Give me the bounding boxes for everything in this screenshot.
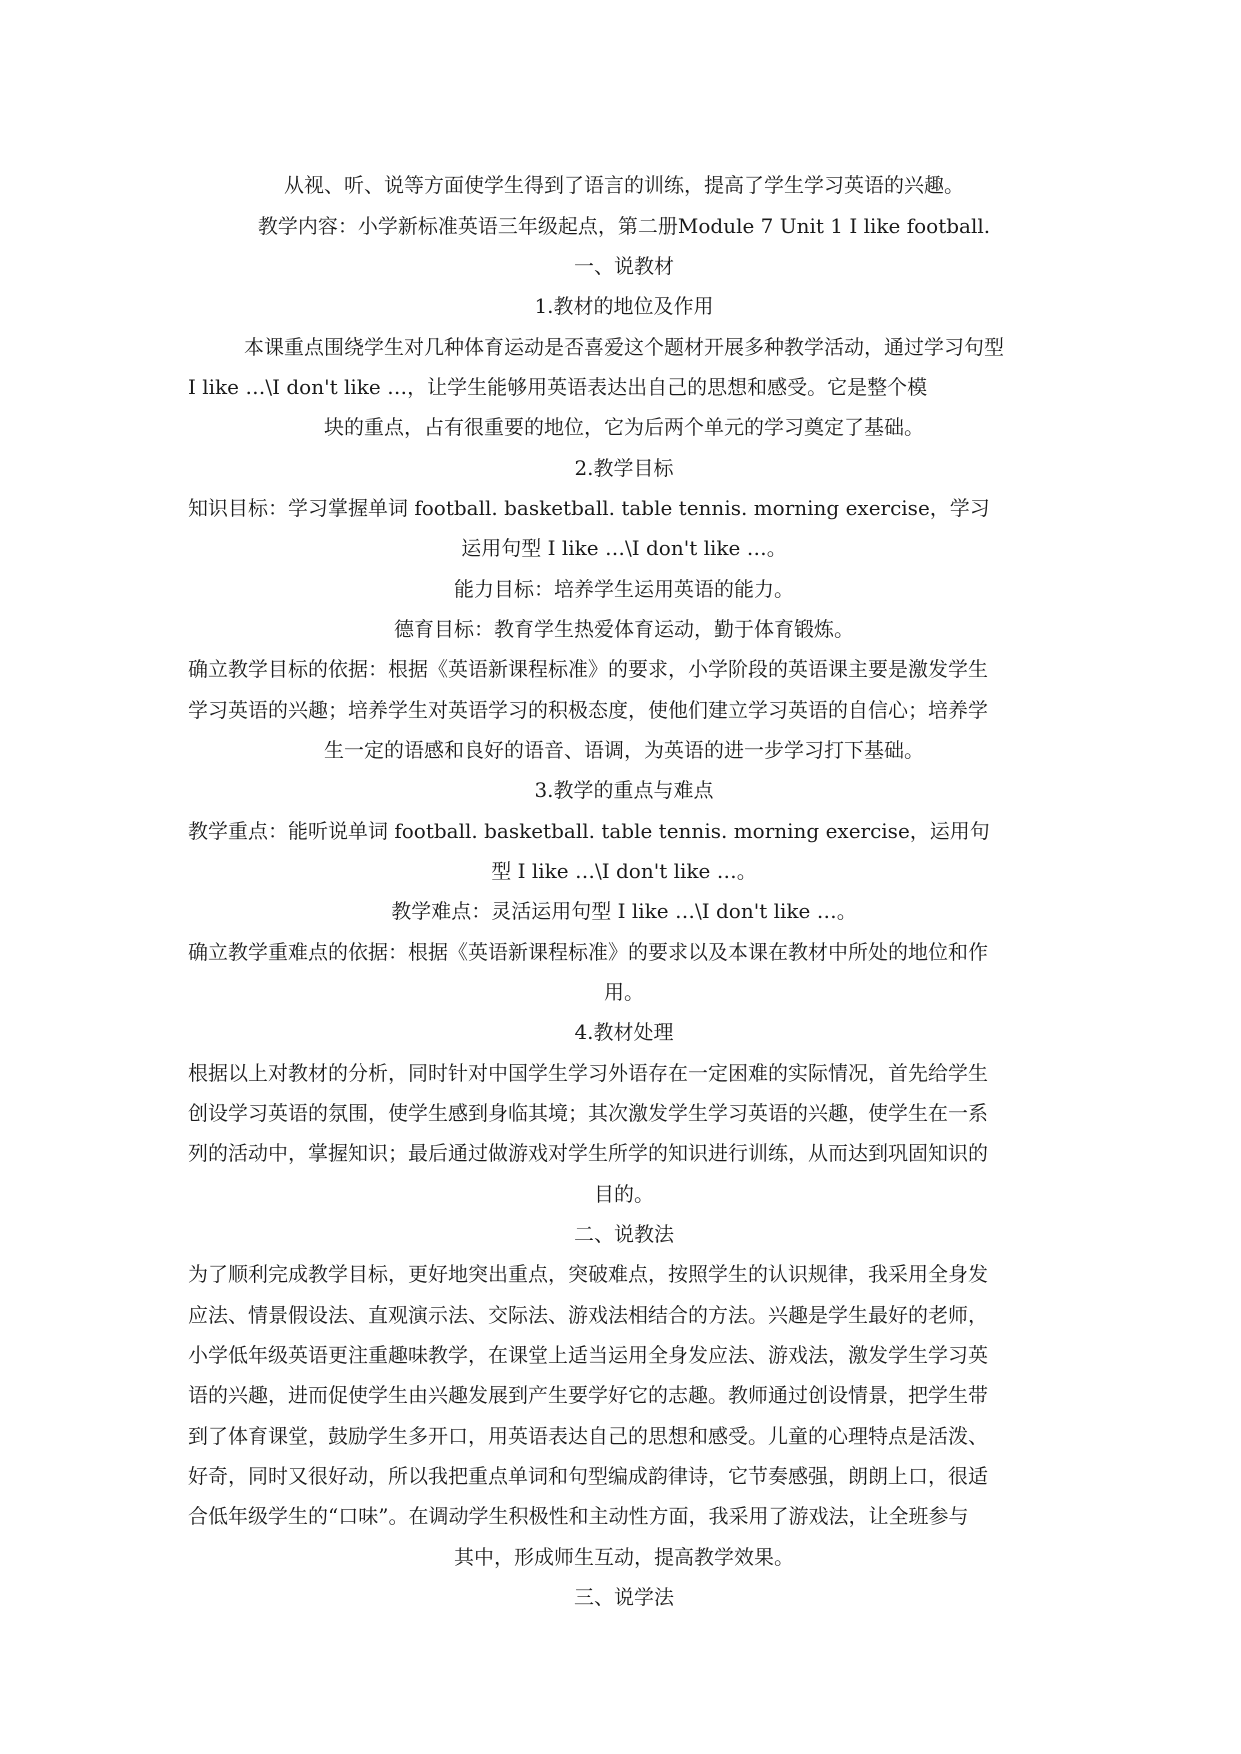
text-line: 4.教材处理 (574, 1020, 674, 1044)
text-line: 三、说学法 (574, 1585, 674, 1609)
text-line: 德育目标：教育学生热爱体育运动，勤于体育锻炼。 (394, 617, 854, 641)
text-line: 3.教学的重点与难点 (534, 778, 714, 802)
text-line: I like …\I don't like …，让学生能够用英语表达出自己的思想和感受。它是整个模 (188, 375, 928, 399)
text-line: 为了顺利完成教学目标，更好地突出重点，突破难点，按照学生的认识规律，我采用全身发 (188, 1262, 988, 1286)
text-line: 用。 (604, 980, 644, 1004)
text-line: 应法、情景假设法、直观演示法、交际法、游戏法相结合的方法。兴趣是学生最好的老师， (188, 1303, 988, 1327)
text-line: 从视、听、说等方面使学生得到了语言的训练，提高了学生学习英语的兴趣。 (284, 173, 964, 197)
text-line: 教学难点：灵活运用句型 I like …\I don't like …。 (391, 899, 857, 923)
text-line: 教学内容：小学新标准英语三年级起点，第二册Module 7 Unit 1 I like football. (257, 214, 991, 238)
text-line: 好奇，同时又很好动，所以我把重点单词和句型编成韵律诗，它节奏感强，朗朗上口，很适 (188, 1464, 988, 1488)
text-line: 知识目标：学习掌握单词 football. basketball. table tennis. morning exercise，学习 (188, 496, 990, 520)
document-page (188, 165, 1060, 1617)
text-line: 块的重点，占有很重要的地位，它为后两个单元的学习奠定了基础。 (324, 415, 924, 439)
text-line: 学习英语的兴趣；培养学生对英语学习的积极态度，使他们建立学习英语的自信心；培养学 (188, 698, 988, 722)
text-line: 教学重点：能听说单词 football. basketball. table tennis. morning exercise，运用句 (188, 819, 990, 843)
text-line: 小学低年级英语更注重趣味教学，在课堂上适当运用全身发应法、游戏法，激发学生学习英 (188, 1343, 988, 1367)
text-line: 一、说教材 (574, 254, 674, 278)
text-line: 其中，形成师生互动，提高教学效果。 (454, 1545, 794, 1569)
text-line: 1.教材的地位及作用 (534, 294, 714, 318)
text-line: 创设学习英语的氛围，使学生感到身临其境；其次激发学生学习英语的兴趣，使学生在一系 (188, 1101, 988, 1125)
text-line: 运用句型 I like …\I don't like …。 (461, 536, 787, 560)
text-line: 根据以上对教材的分析，同时针对中国学生学习外语存在一定困难的实际情况，首先给学生 (188, 1061, 988, 1085)
text-line: 语的兴趣，进而促使学生由兴趣发展到产生要学好它的志趣。教师通过创设情景，把学生带 (188, 1383, 988, 1407)
text-line: 目的。 (594, 1182, 654, 1206)
text-line: 合低年级学生的“口味”。在调动学生积极性和主动性方面，我采用了游戏法，让全班参与 (188, 1504, 969, 1528)
text-line: 能力目标：培养学生运用英语的能力。 (454, 577, 794, 601)
text-line: 本课重点围绕学生对几种体育运动是否喜爱这个题材开展多种教学活动，通过学习句型 (244, 335, 1004, 359)
text-line: 生一定的语感和良好的语音、语调，为英语的进一步学习打下基础。 (324, 738, 924, 762)
text-line: 二、说教法 (574, 1222, 674, 1246)
text-line: 2.教学目标 (574, 456, 674, 480)
text-line: 确立教学重难点的依据：根据《英语新课程标准》的要求以及本课在教材中所处的地位和作 (188, 940, 988, 964)
text-line: 型 I like …\I don't like …。 (491, 859, 757, 883)
text-line: 列的活动中，掌握知识；最后通过做游戏对学生所学的知识进行训练，从而达到巩固知识的 (188, 1141, 988, 1165)
text-line: 确立教学目标的依据：根据《英语新课程标准》的要求，小学阶段的英语课主要是激发学生 (188, 657, 988, 681)
text-line: 到了体育课堂，鼓励学生多开口，用英语表达自己的思想和感受。儿童的心理特点是活泼、 (188, 1424, 988, 1448)
